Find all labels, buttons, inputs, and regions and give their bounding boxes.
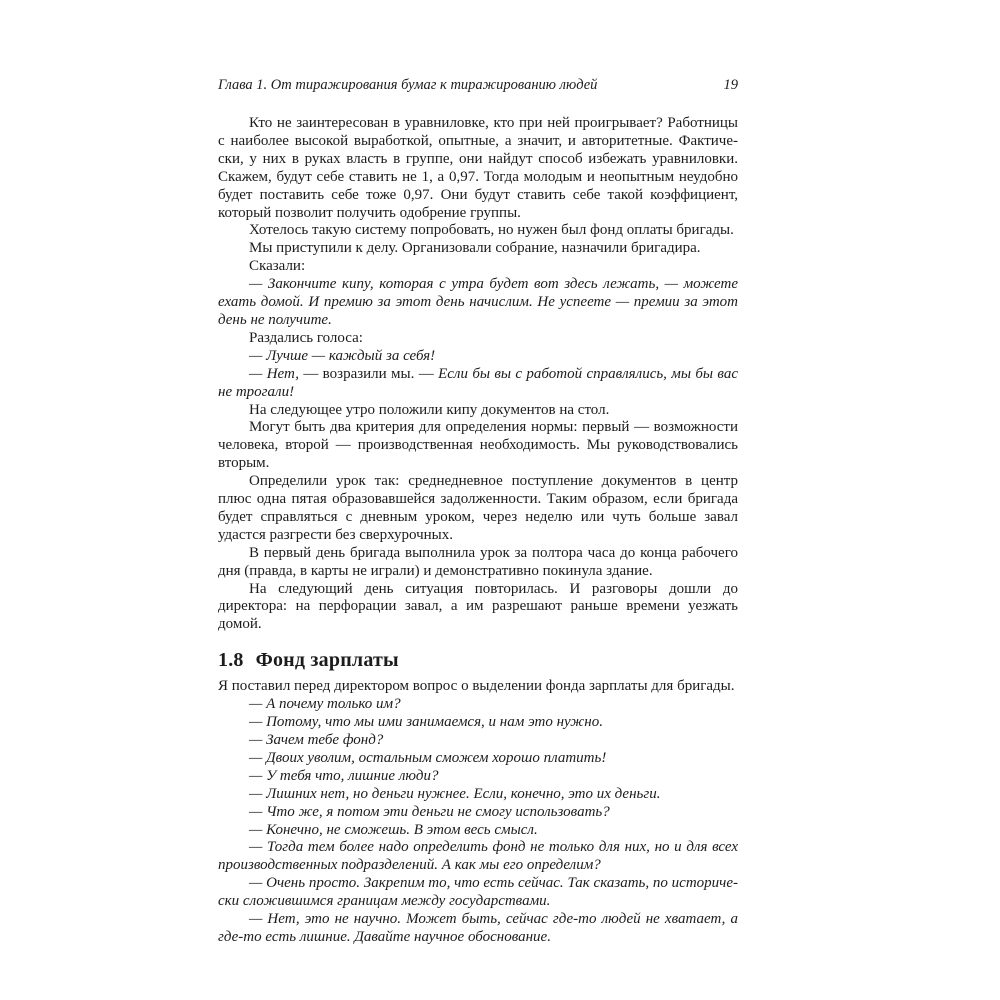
running-head — [218, 76, 738, 94]
paragraph — [218, 366, 738, 402]
section-heading — [218, 648, 738, 672]
paragraph — [218, 115, 738, 222]
dialogue-text: — Тогда тем более надо определить фонд не только для них, но и для всех производственных подразделений. А как мы его определим? — [218, 839, 738, 874]
paragraph — [218, 678, 738, 696]
dialogue-text: — Что же, я потом эти деньги не смогу использовать? — [249, 803, 610, 820]
body-text: Мы приступили к делу. Организовали собрание, назначили бригадира. — [249, 240, 701, 257]
page-content — [218, 76, 738, 947]
text-body — [218, 115, 738, 947]
dialogue-text: — Очень просто. Закрепим то, что есть сейчас. Так сказать, по исторически сложившимся границам между государствами. — [218, 875, 738, 910]
page-number: 19 — [723, 77, 738, 93]
body-text: Кто не заинтересован в уравниловке, кто при ней проигрывает? Работницы с наиболее высокой выработкой, опытные, а значит, и авторитетные. Фактически, у них в руках власть в группе, они найдут способ избежать уравниловки. Скажем, будут себе ставить не 1, а 0,97. Тогда молодым и неопытным неудобно будет поставить себе тоже 0,97. Они будут ставить себе такой коэффициент, который позволит получить одобрение группы. — [218, 115, 738, 221]
dialogue-text: — Лишних нет, но деньги нужнее. Если, конечно, это их деньги. — [249, 785, 661, 802]
dialogue-text: — Закончите кипу, которая с утра будет вот здесь лежать, — можете ехать домой. И премию за этот день начислим. Не успеете — премии за этот день не получите. — [218, 276, 738, 328]
body-text: Могут быть два критерия для определения нормы: первый — возможности человека, второй — производственная необходимость. Мы руководствовались вторым. — [218, 419, 738, 472]
paragraph — [218, 875, 738, 911]
paragraph — [218, 786, 738, 804]
section-number: 1.8 — [218, 649, 244, 672]
paragraph — [218, 545, 738, 581]
body-text: Определили урок так: среднедневное поступление документов в центр плюс одна пятая образовавшейся задолженности. Таким образом, если бригада будет справляться с дневным уроком, через неделю или чуть больше завал удастся разгрести без сверхурочных. — [218, 473, 738, 543]
body-text: На следующее утро положили кипу документов на стол. — [249, 401, 610, 418]
paragraph — [218, 222, 738, 240]
body-text: На следующий день ситуация повторилась. И разговоры дошли до директора: на перфорации завал, а им разрешают раньше времени уезжать домой. — [218, 580, 738, 633]
body-text: Я поставил перед директором вопрос о выделении фонда зарплаты для бригады. — [218, 678, 735, 695]
paragraph — [218, 258, 738, 276]
paragraph — [218, 330, 738, 348]
paragraph — [218, 276, 738, 330]
dialogue-text: — Нет, — [249, 365, 304, 382]
section-title: Фонд зарплаты — [255, 649, 399, 672]
dialogue-text: — Нет, это не научно. Может быть, сейчас где-то людей не хватает, а где-то есть лишние. Давайте научное обоснование. — [218, 911, 738, 945]
paragraph — [218, 473, 738, 545]
paragraph — [218, 822, 738, 840]
paragraph — [218, 714, 738, 732]
body-text: Сказали: — [249, 258, 306, 275]
dialogue-text: Если бы вы с работой справлялись, мы бы вас не трогали! — [218, 365, 739, 400]
dialogue-text: — У тебя что, лишние люди? — [249, 767, 439, 784]
body-text: Раздались голоса: — [249, 329, 363, 346]
paragraph — [218, 839, 738, 875]
paragraph — [218, 732, 738, 750]
dialogue-text: — Зачем тебе фонд? — [249, 732, 384, 748]
dialogue-text: — А почему только им? — [249, 696, 401, 713]
paragraph — [218, 402, 738, 420]
body-text: Хотелось такую систему попробовать, но нужен был фонд оплаты бригады. — [249, 222, 734, 239]
paragraph — [218, 911, 738, 947]
paragraph — [218, 750, 738, 768]
dialogue-text: — Конечно, не сможешь. В этом весь смысл. — [249, 821, 538, 838]
chapter-running-title: Глава 1. От тиражирования бумаг к тиражированию людей — [218, 77, 598, 93]
body-text: — возразили мы. — — [303, 365, 439, 382]
paragraph — [218, 348, 738, 366]
paragraph — [218, 419, 738, 473]
paragraph — [218, 240, 738, 258]
dialogue-text: — Лучше — каждый за себя! — [249, 347, 436, 364]
paragraph — [218, 581, 738, 635]
paragraph — [218, 696, 738, 714]
paragraph — [218, 804, 738, 822]
dialogue-text: — Потому, что мы ими занимаемся, и нам это нужно. — [249, 714, 603, 731]
dialogue-text: — Двоих уволим, остальным сможем хорошо платить! — [249, 749, 607, 766]
paragraph — [218, 768, 738, 786]
body-text: В первый день бригада выполнила урок за полтора часа до конца рабочего дня (правда, в карты не играли) и демонстративно покинула здание. — [218, 544, 738, 579]
